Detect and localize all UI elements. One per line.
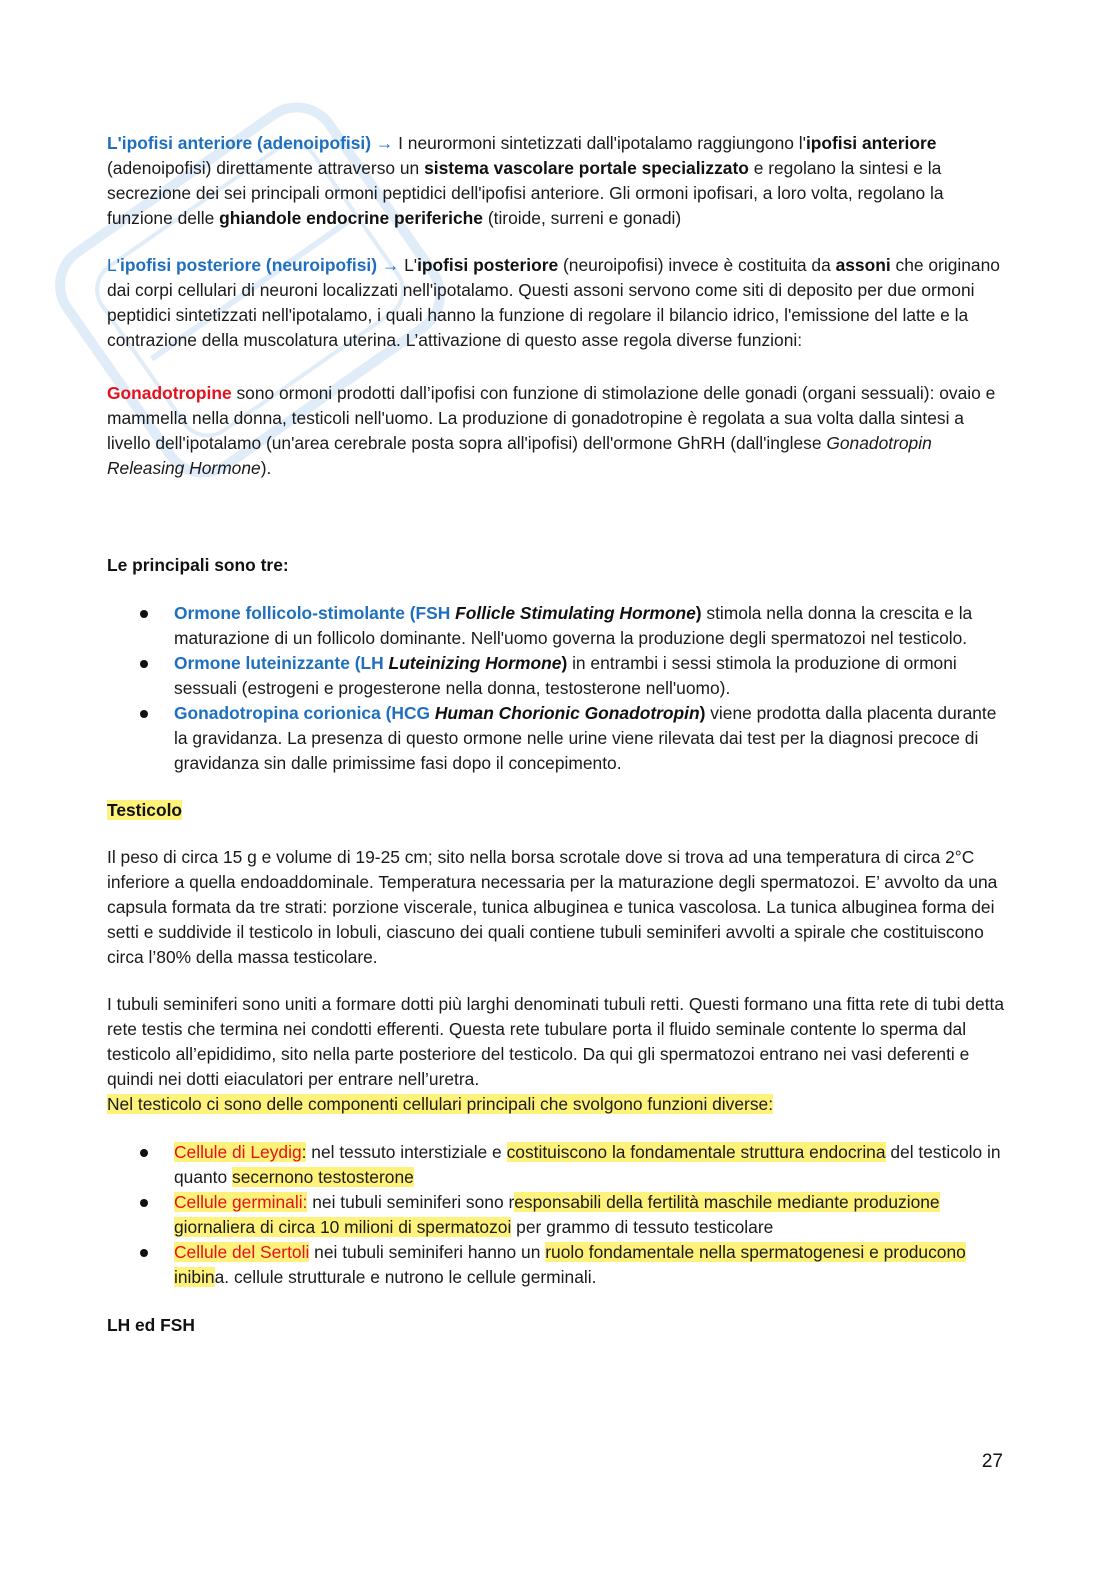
paragraph-gonadotropine: Gonadotropine sono ormoni prodotti dall’ipofisi con funzione di stimolazione delle gonadi (organi sessuali): ovaio e mammella nella donna, testicoli nell'uomo. La produzione di gonadotropine è regolata a sua volta dalla sintesi a livello dell'ipotalamo (un'area cerebrale posta sopra all'ipofisi) dell'ormone GhRH (dall'inglese Gonadotropin Releasing Hormone). bbox=[107, 383, 996, 478]
list-item: Ormone follicolo-stimolante (FSH Follicle Stimulating Hormone) stimola nella donna la crescita e la maturazione di un follicolo dominante. Nell'uomo governa la produzione degli spermatozoi nel testicolo. bbox=[107, 601, 1007, 651]
list-item: Cellule germinali: nei tubuli seminiferi sono responsabili della fertilità maschile mediante produzione giornaliera di circa 10 milioni di spermatozoi per grammo di tessuto testicolare bbox=[107, 1190, 1007, 1240]
heading-principali: Le principali sono tre: bbox=[107, 555, 289, 575]
heading-testicolo: Testicolo bbox=[107, 800, 183, 820]
list-item: Cellule di Leydig: nel tessuto interstiziale e costituiscono la fondamentale struttura endocrina del testicolo in quanto secernono testosterone bbox=[107, 1140, 1007, 1190]
bullet-icon bbox=[140, 710, 148, 718]
paragraph-testicolo-3: Nel testicolo ci sono delle componenti cellulari principali che svolgono funzioni diverse: bbox=[107, 1094, 774, 1114]
list-item: Gonadotropina corionica (HCG Human Chorionic Gonadotropin) viene prodotta dalla placenta durante la gravidanza. La presenza di questo ormone nelle urine viene rilevata dai test per la diagnosi precoce di gravidanza sin dalle primissime fasi dopo il concepimento. bbox=[107, 701, 1007, 776]
list-item: Cellule del Sertoli nei tubuli seminiferi hanno un ruolo fondamentale nella spermatogenesi e producono inibina. cellule strutturale e nutrono le cellule germinali. bbox=[107, 1240, 1007, 1290]
bullet-icon bbox=[140, 610, 148, 618]
heading-lh-fsh: LH ed FSH bbox=[107, 1315, 195, 1335]
paragraph-testicolo-1: Il peso di circa 15 g e volume di 19-25 cm; sito nella borsa scrotale dove si trova ad una temperatura di circa 2°C inferiore a quella endoaddominale. Temperatura necessaria per la maturazione degli spermatozoi. E’ avvolto da una capsula formata da tre strati: porzione viscerale, tunica albuginea e tunica vascolosa. La tunica albuginea forma dei setti e suddivide il testicolo in lobuli, ciascuno dei quali contiene tubuli seminiferi avvolti a spirale che costituiscono circa l’80% della massa testicolare. bbox=[107, 847, 998, 967]
hormone-list bbox=[107, 601, 1007, 776]
cell-list bbox=[107, 1140, 1007, 1290]
document-body bbox=[107, 131, 1007, 1338]
bullet-icon bbox=[140, 1249, 148, 1257]
term-gonadotropine: Gonadotropine bbox=[107, 383, 232, 403]
term-adenoipofisi: L'ipofisi anteriore (adenoipofisi) → bbox=[107, 133, 394, 153]
term-neuroipofisi: ipofisi posteriore (neuroipofisi) → bbox=[120, 255, 400, 275]
paragraph-testicolo-2: I tubuli seminiferi sono uniti a formare dotti più larghi denominati tubuli retti. Questi formano una fitta rete di tubi detta rete testis che termina nei condotti efferenti. Questa rete tubulare porta il fluido seminale contente lo sperma dal testicolo all’epididimo, sito nella parte posteriore del testicolo. Da qui gli spermatozoi entrano nei vasi deferenti e quindi nei dotti eiaculatori per entrare nell’uretra. bbox=[107, 994, 1005, 1089]
paragraph-neuroipofisi: L'ipofisi posteriore (neuroipofisi) → L'ipofisi posteriore (neuroipofisi) invece è costituita da assoni che originano dai corpi cellulari di neuroni localizzati nell'ipotalamo. Questi assoni servono come siti di deposito per due ormoni peptidici sintetizzati nell'ipotalamo, i quali hanno la funzione di regolare il bilancio idrico, l'emissione del latte e la contrazione della muscolatura uterina. L’attivazione di questo asse regola diverse funzioni: bbox=[107, 255, 1000, 350]
bullet-icon bbox=[140, 1199, 148, 1207]
bullet-icon bbox=[140, 660, 148, 668]
list-item: Ormone luteinizzante (LH Luteinizing Hormone) in entrambi i sessi stimola la produzione di ormoni sessuali (estrogeni e progesterone nella donna, testosterone nell'uomo). bbox=[107, 651, 1007, 701]
paragraph-adenoipofisi: L'ipofisi anteriore (adenoipofisi) → I neurormoni sintetizzati dall'ipotalamo raggiungono l'ipofisi anteriore (adenoipofisi) direttamente attraverso un sistema vascolare portale specializzato e regolano la sintesi e la secrezione dei sei principali ormoni peptidici dell'ipofisi anteriore. Gli ormoni ipofisari, a loro volta, regolano la funzione delle ghiandole endocrine periferiche (tiroide, surreni e gonadi) bbox=[107, 133, 944, 228]
page-number: 27 bbox=[981, 1451, 1003, 1472]
bullet-icon bbox=[140, 1149, 148, 1157]
